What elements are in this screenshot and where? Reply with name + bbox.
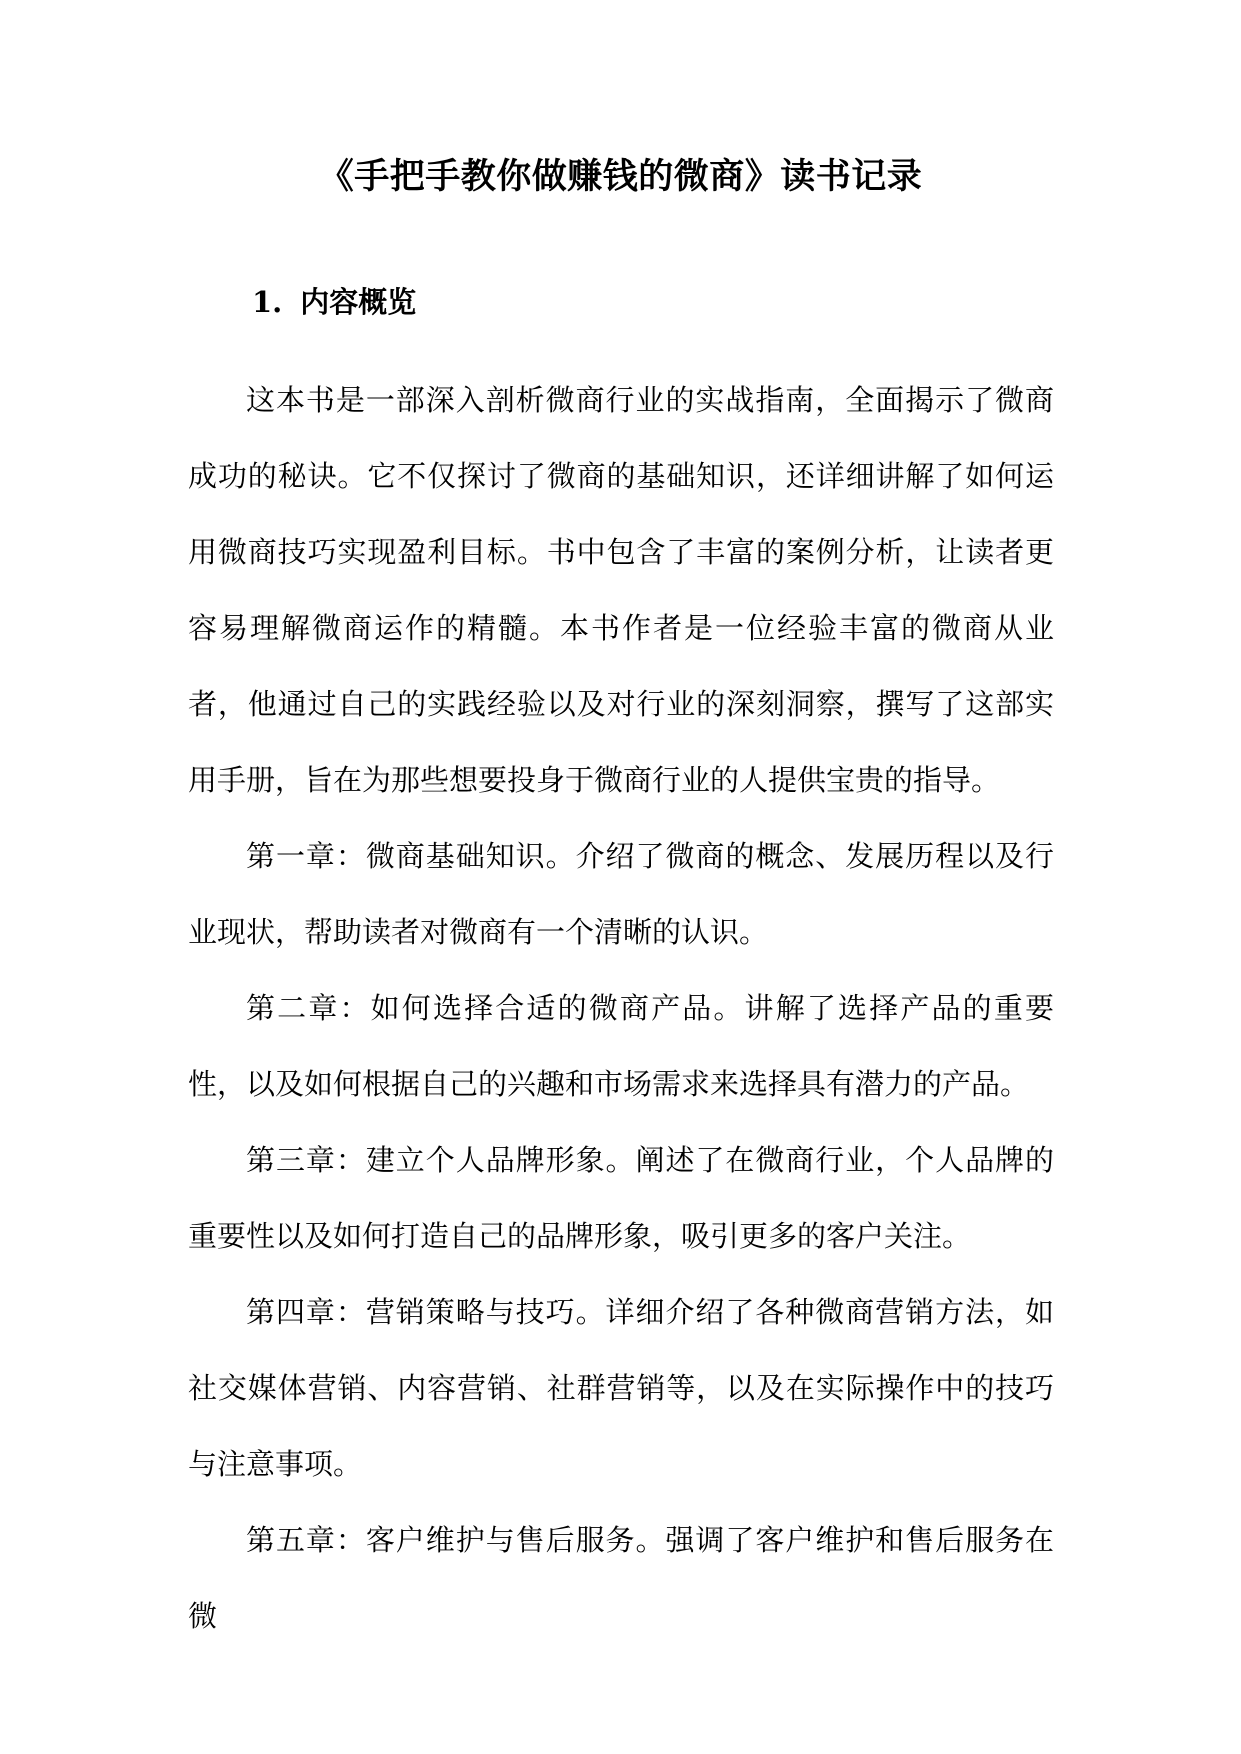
paragraph-chapter-5: 第五章：客户维护与售后服务。强调了客户维护和售后服务在微 <box>188 1523 1054 1633</box>
document-title: 《手把手教你做赚钱的微商》读书记录 <box>318 156 923 197</box>
paragraph-overview: 这本书是一部深入剖析微商行业的实战指南，全面揭示了微商成功的秘诀。它不仅探讨了微商的基础知识，还详细讲解了如何运用微商技巧实现盈利目标。书中包含了丰富的案例分析，让读者更容易理解微商运作的精髓。本书作者是一位经验丰富的微商从业者，他通过自己的实践经验以及对行业的深刻洞察，撰写了这部实用手册，旨在为那些想要投身于微商行业的人提供宝贵的指导。 <box>188 383 1054 797</box>
paragraph-chapter-4: 第四章：营销策略与技巧。详细介绍了各种微商营销方法，如社交媒体营销、内容营销、社群营销等，以及在实际操作中的技巧与注意事项。 <box>188 1295 1054 1481</box>
body-text <box>188 362 1054 1654</box>
section-number: 1. <box>252 285 283 319</box>
section-heading <box>252 280 416 324</box>
paragraph-chapter-3: 第三章：建立个人品牌形象。阐述了在微商行业，个人品牌的重要性以及如何打造自己的品牌形象，吸引更多的客户关注。 <box>188 1143 1054 1253</box>
section-heading-text: 内容概览 <box>300 285 417 319</box>
paragraph-chapter-2: 第二章：如何选择合适的微商产品。讲解了选择产品的重要性，以及如何根据自己的兴趣和市场需求来选择具有潜力的产品。 <box>188 991 1054 1101</box>
paragraph-chapter-1: 第一章：微商基础知识。介绍了微商的概念、发展历程以及行业现状，帮助读者对微商有一个清晰的认识。 <box>188 839 1054 949</box>
